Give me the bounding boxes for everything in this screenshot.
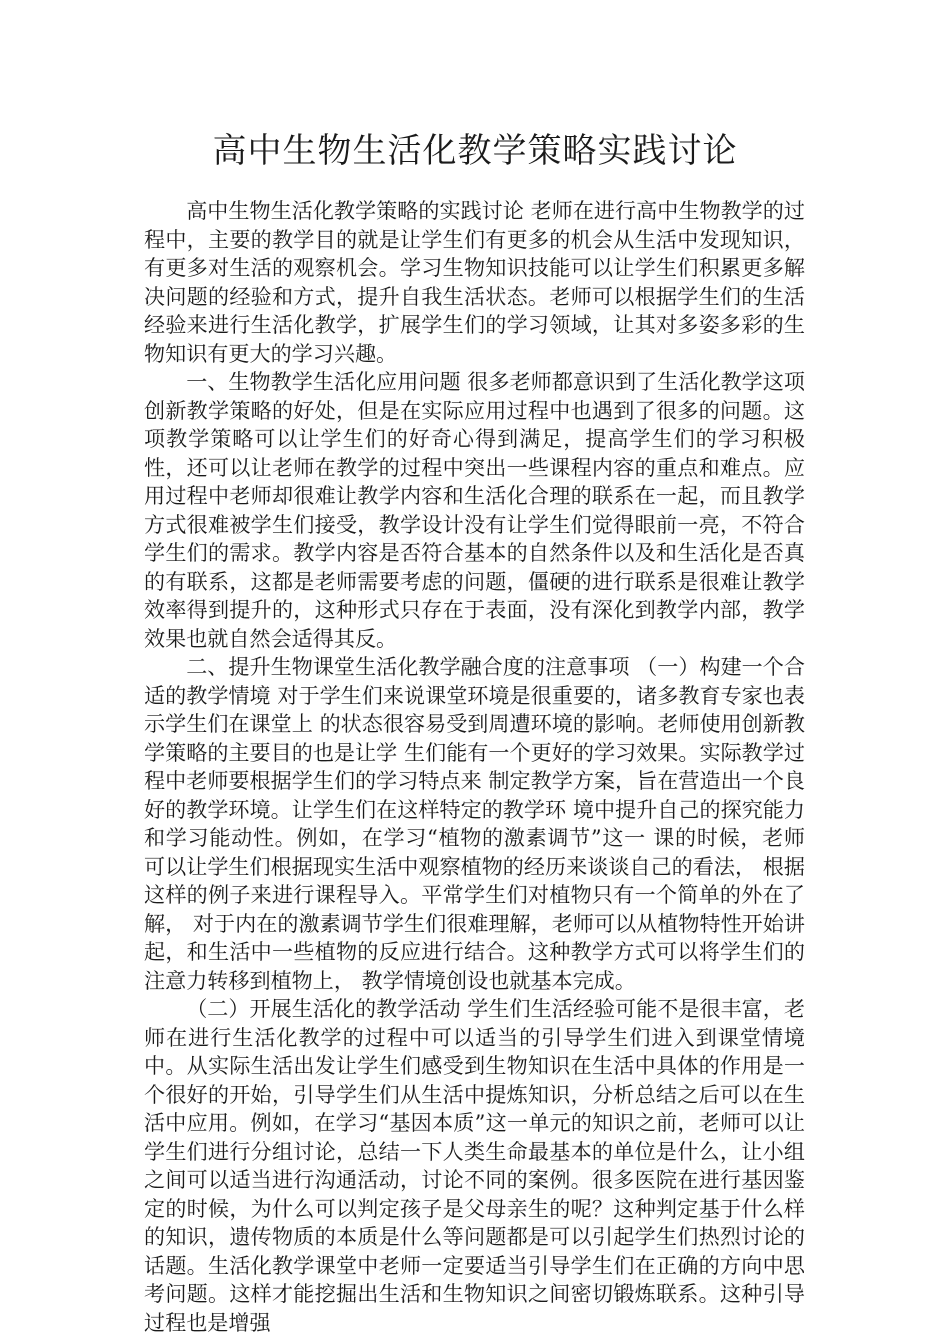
- document-title: 高中生物生活化教学策略实践讨论: [212, 131, 738, 171]
- paragraph-section-1: 一、生物教学生活化应用问题 很多老师都意识到了生活化教学这项创新教学策略的好处，但是在实际应用过程中也遇到了很多的问题。这项教学策略可以让学生们的好奇心得到满足，提高学生们的学习积极性，还可以让老师在教学的过程中突出一些课程内容的重点和难点。应用过程中老师却很难让教学内容和生活化合理的联系在一起，而且教学方式很难被学生们接受，教学设计没有让学生们觉得眼前一亮，不符合学生们的需求。教学内容是否符合基本的自然条件以及和生活化是否真的有联系，这都是老师需要考虑的问题，僵硬的进行联系是很难让教学效率得到提升的，这种形式只存在于表面，没有深化到教学内部，教学效果也就自然会适得其反。: [144, 369, 805, 651]
- paragraph-section-2: 二、提升生物课堂生活化教学融合度的注意事项 （一）构建一个合适的教学情境 对于学生们来说课堂环境是很重要的，诸多教育专家也表示学生们在课堂上 的状态很容易受到周遭环境的影响。老师使用创新教学策略的主要目的也是让学 生们能有一个更好的学习效果。实际教学过程中老师要根据学生们的学习特点来 制定教学方案，旨在营造出一个良好的教学环境。让学生们在这样特定的教学环 境中提升自己的探究能力和学习能动性。例如，在学习“植物的激素调节”这一 课的时候，老师可以让学生们根据现实生活中观察植物的经历来谈谈自己的看法， 根据这样的例子来进行课程导入。平常学生们对植物只有一个简单的外在了解， 对于内在的激素调节学生们很难理解，老师可以从植物特性开始讲起，和生活中一些植物的反应进行结合。这种教学方式可以将学生们的注意力转移到植物上， 教学情境创设也就基本完成。: [144, 654, 805, 993]
- document-body: [144, 197, 805, 1337]
- paragraph-section-2-2: （二）开展生活化的教学活动 学生们生活经验可能不是很丰富，老师在进行生活化教学的过程中可以适当的引导学生们进入到课堂情境中。从实际生活出发让学生们感受到生物知识在生活中具体的作用是一个很好的开始，引导学生们从生活中提炼知识，分析总结之后可以在生活中应用。例如，在学习“基因本质”这一单元的知识之前，老师可以让学生们进行分组讨论，总结一下人类生命最基本的单位是什么，让小组之间可以适当进行沟通活动，讨论不同的案例。很多医院在进行基因鉴定的时候，为什么可以判定孩子是父母亲生的呢？这种判定基于什么样的知识，遗传物质的本质是什么等问题都是可以引起学生们热烈讨论的话题。生活化教学课堂中老师一定要适当引导学生们在正确的方向中思考问题。这样才能挖掘出生活和生物知识之间密切锻炼联系。这种引导过程也是增强: [144, 996, 805, 1335]
- paragraph-intro: 高中生物生活化教学策略的实践讨论 老师在进行高中生物教学的过程中，主要的教学目的就是让学生们有更多的机会从生活中发现知识，有更多对生活的观察机会。学习生物知识技能可以让学生们积累更多解决问题的经验和方式，提升自我生活状态。老师可以根据学生们的生活经验来进行生活化教学，扩展学生们的学习领域，让其对多姿多彩的生物知识有更大的学习兴趣。: [144, 198, 805, 366]
